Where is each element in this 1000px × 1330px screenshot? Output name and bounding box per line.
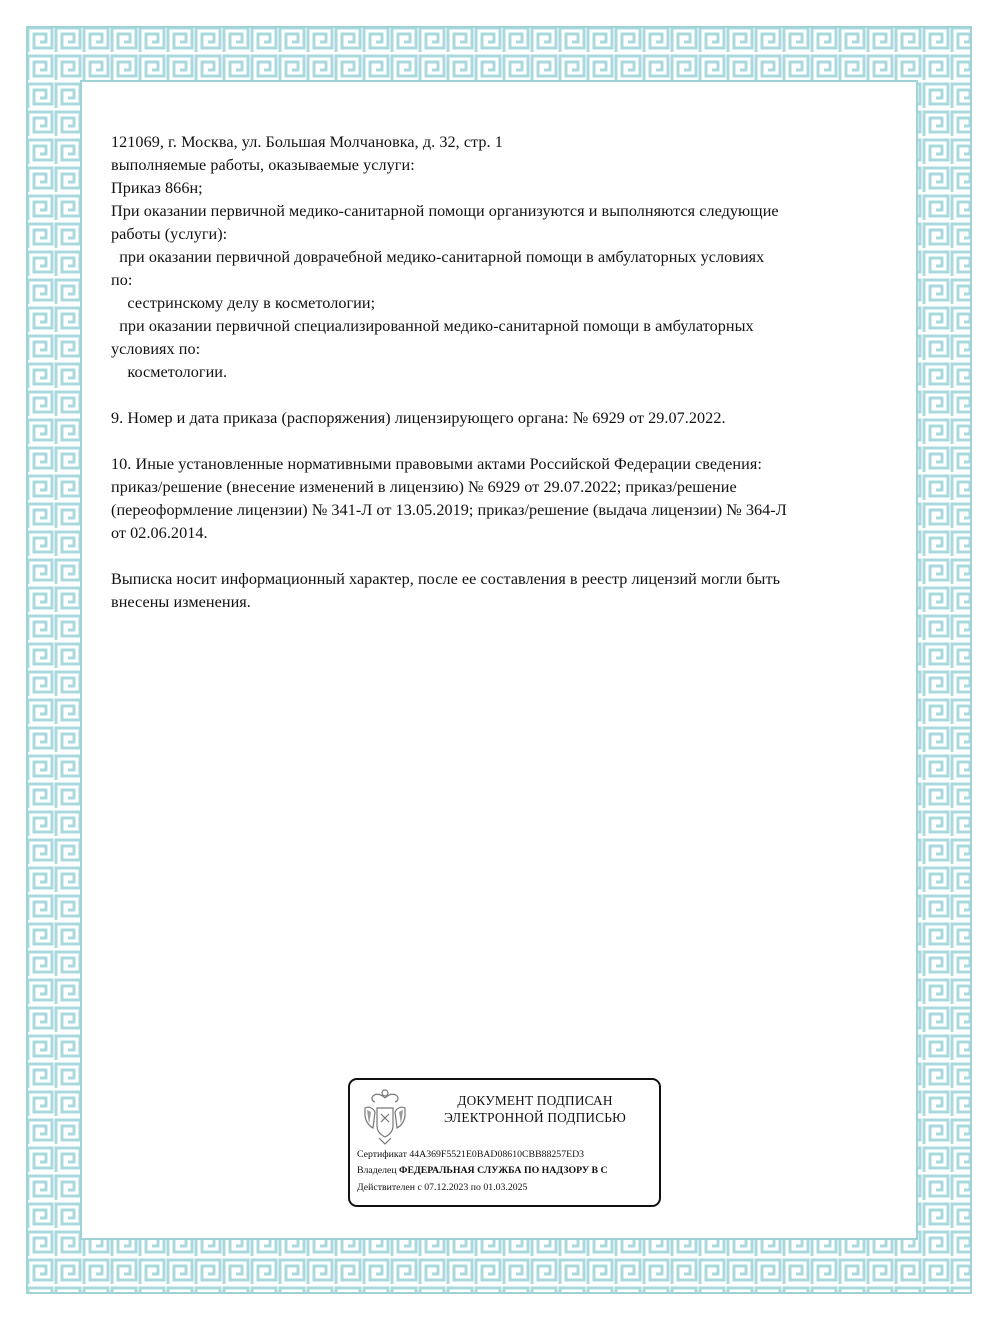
order-reference: Приказ 866н; bbox=[111, 179, 203, 197]
item-10-line: приказ/решение (внесение изменений в лицензию) № 6929 от 29.07.2022; приказ/решение bbox=[111, 478, 737, 496]
certificate-label: Сертификат bbox=[357, 1149, 410, 1160]
prevrach-care-line: по: bbox=[111, 271, 133, 289]
item-10-line: 10. Иные установленные нормативными правовыми актами Российской Федерации сведения: bbox=[111, 455, 762, 473]
address-line: 121069, г. Москва, ул. Большая Молчановка, д. 32, стр. 1 bbox=[111, 133, 503, 151]
owner-row bbox=[357, 1165, 608, 1177]
nursing-service: сестринскому делу в косметологии; bbox=[111, 294, 376, 312]
validity-row: Действителен с 07.12.2023 по 01.03.2025 bbox=[357, 1182, 528, 1193]
stamp-heading-line: ЭЛЕКТРОННОЙ ПОДПИСЬЮ bbox=[444, 1110, 626, 1125]
certificate-value: 44A369F5521E0BAD08610CBB88257ED3 bbox=[409, 1149, 585, 1160]
disclaimer-line: Выписка носит информационный характер, после ее составления в реестр лицензий могли быть bbox=[111, 570, 780, 588]
russian-coat-of-arms-icon bbox=[359, 1088, 411, 1148]
specialized-care-line: условиях по: bbox=[111, 340, 201, 358]
certificate-row bbox=[357, 1149, 584, 1161]
stamp-heading bbox=[414, 1092, 656, 1126]
item-10-line: от 02.06.2014. bbox=[111, 524, 208, 542]
electronic-signature-stamp bbox=[348, 1078, 661, 1207]
disclaimer-line: внесены изменения. bbox=[111, 593, 251, 611]
prevrach-care-line: при оказании первичной доврачебной медико-санитарной помощи в амбулаторных условиях bbox=[111, 248, 765, 266]
cosmetology-service: косметологии. bbox=[111, 363, 228, 381]
owner-value: ФЕДЕРАЛЬНАЯ СЛУЖБА ПО НАДЗОРУ В С bbox=[399, 1165, 608, 1176]
works-label: выполняемые работы, оказываемые услуги: bbox=[111, 156, 415, 174]
primary-care-line: При оказании первичной медико-санитарной помощи организуются и выполняются следующие bbox=[111, 202, 779, 220]
item-10-line: (переоформление лицензии) № 341-Л от 13.05.2019; приказ/решение (выдача лицензии) № 364-Л bbox=[111, 501, 787, 519]
document-body bbox=[111, 131, 901, 614]
owner-label: Владелец bbox=[357, 1165, 400, 1176]
specialized-care-line: при оказании первичной специализированной медико-санитарной помощи в амбулаторных bbox=[111, 317, 754, 335]
primary-care-line: работы (услуги): bbox=[111, 225, 228, 243]
item-9: 9. Номер и дата приказа (распоряжения) лицензирующего органа: № 6929 от 29.07.2022. bbox=[111, 409, 726, 427]
stamp-heading-line: ДОКУМЕНТ ПОДПИСАН bbox=[457, 1093, 613, 1108]
